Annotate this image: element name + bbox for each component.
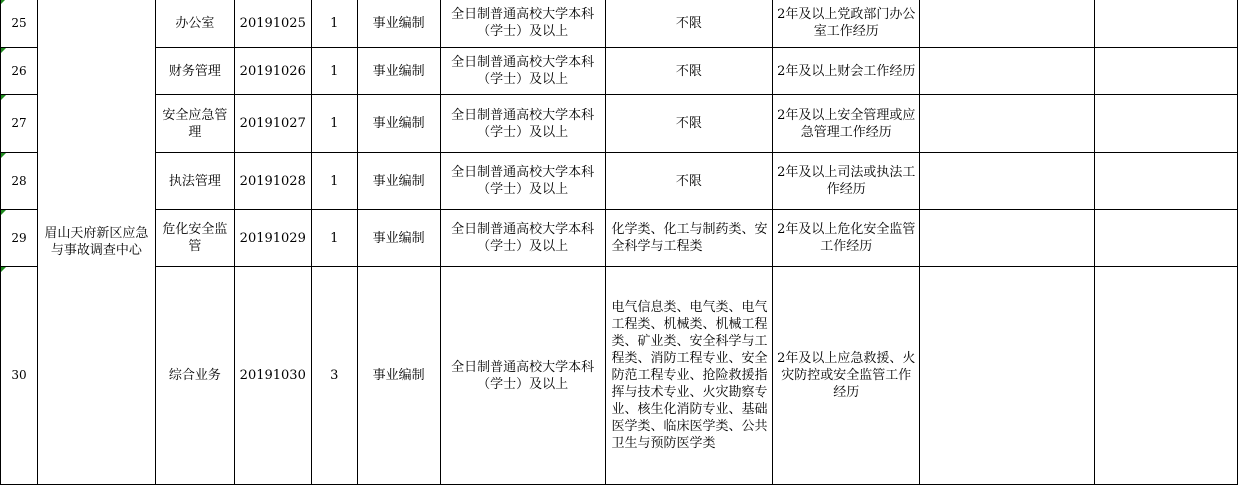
row-number[interactable]: 26 [1,48,38,95]
education-cell[interactable]: 全日制普通高校大学本科（学士）及以上 [440,153,605,210]
requirement-cell[interactable]: 2年及以上应急救援、火灾防控或安全监管工作经历 [773,267,920,485]
table-row [1,267,1238,485]
count-cell[interactable]: 1 [311,210,357,267]
type-cell[interactable]: 事业编制 [357,95,440,153]
empty-cell[interactable] [1095,210,1238,267]
education-cell[interactable]: 全日制普通高校大学本科（学士）及以上 [440,95,605,153]
row-number[interactable]: 25 [1,0,38,48]
major-cell[interactable]: 不限 [605,153,773,210]
empty-cell[interactable] [1095,0,1238,48]
position-cell[interactable]: 办公室 [155,0,234,48]
requirement-cell[interactable]: 2年及以上安全管理或应急管理工作经历 [773,95,920,153]
major-cell[interactable]: 化学类、化工与制药类、安全科学与工程类 [605,210,773,267]
position-cell[interactable]: 危化安全监管 [155,210,234,267]
count-cell[interactable]: 1 [311,95,357,153]
type-cell[interactable]: 事业编制 [357,210,440,267]
position-cell[interactable]: 综合业务 [155,267,234,485]
table-row [1,153,1238,210]
type-cell[interactable]: 事业编制 [357,0,440,48]
code-cell[interactable]: 20191030 [234,267,311,485]
empty-cell[interactable] [920,48,1095,95]
code-cell[interactable]: 20191025 [234,0,311,48]
table-row [1,0,1238,48]
major-cell[interactable]: 电气信息类、电气类、电气工程类、机械类、机械工程类、矿业类、安全科学与工程类、消防工程专业、安全防范工程专业、抢险救援指挥与技术专业、火灾勘察专业、核生化消防专业、基础医学类、临床医学类、公共卫生与预防医学类 [605,267,773,485]
requirement-cell[interactable]: 2年及以上党政部门办公室工作经历 [773,0,920,48]
position-cell[interactable]: 财务管理 [155,48,234,95]
position-cell[interactable]: 安全应急管理 [155,95,234,153]
empty-cell[interactable] [920,0,1095,48]
code-cell[interactable]: 20191029 [234,210,311,267]
table-row [1,210,1238,267]
org-unit-cell[interactable]: 眉山天府新区应急与事故调查中心 [37,0,155,485]
row-number[interactable]: 30 [1,267,38,485]
row-number[interactable]: 29 [1,210,38,267]
empty-cell[interactable] [920,153,1095,210]
empty-cell[interactable] [1095,267,1238,485]
empty-cell[interactable] [920,95,1095,153]
empty-cell[interactable] [1095,153,1238,210]
major-cell[interactable]: 不限 [605,95,773,153]
empty-cell[interactable] [1095,48,1238,95]
row-number[interactable]: 28 [1,153,38,210]
type-cell[interactable]: 事业编制 [357,48,440,95]
education-cell[interactable]: 全日制普通高校大学本科（学士）及以上 [440,267,605,485]
major-cell[interactable]: 不限 [605,48,773,95]
type-cell[interactable]: 事业编制 [357,153,440,210]
position-cell[interactable]: 执法管理 [155,153,234,210]
empty-cell[interactable] [1095,95,1238,153]
table-row [1,48,1238,95]
requirement-cell[interactable]: 2年及以上司法或执法工作经历 [773,153,920,210]
count-cell[interactable]: 1 [311,48,357,95]
education-cell[interactable]: 全日制普通高校大学本科（学士）及以上 [440,48,605,95]
code-cell[interactable]: 20191027 [234,95,311,153]
empty-cell[interactable] [920,267,1095,485]
count-cell[interactable]: 1 [311,153,357,210]
code-cell[interactable]: 20191026 [234,48,311,95]
table-row [1,95,1238,153]
count-cell[interactable]: 3 [311,267,357,485]
major-cell[interactable]: 不限 [605,0,773,48]
requirement-cell[interactable]: 2年及以上财会工作经历 [773,48,920,95]
count-cell[interactable]: 1 [311,0,357,48]
empty-cell[interactable] [920,210,1095,267]
education-cell[interactable]: 全日制普通高校大学本科（学士）及以上 [440,210,605,267]
row-number[interactable]: 27 [1,95,38,153]
requirement-cell[interactable]: 2年及以上危化安全监管工作经历 [773,210,920,267]
education-cell[interactable]: 全日制普通高校大学本科（学士）及以上 [440,0,605,48]
code-cell[interactable]: 20191028 [234,153,311,210]
type-cell[interactable]: 事业编制 [357,267,440,485]
